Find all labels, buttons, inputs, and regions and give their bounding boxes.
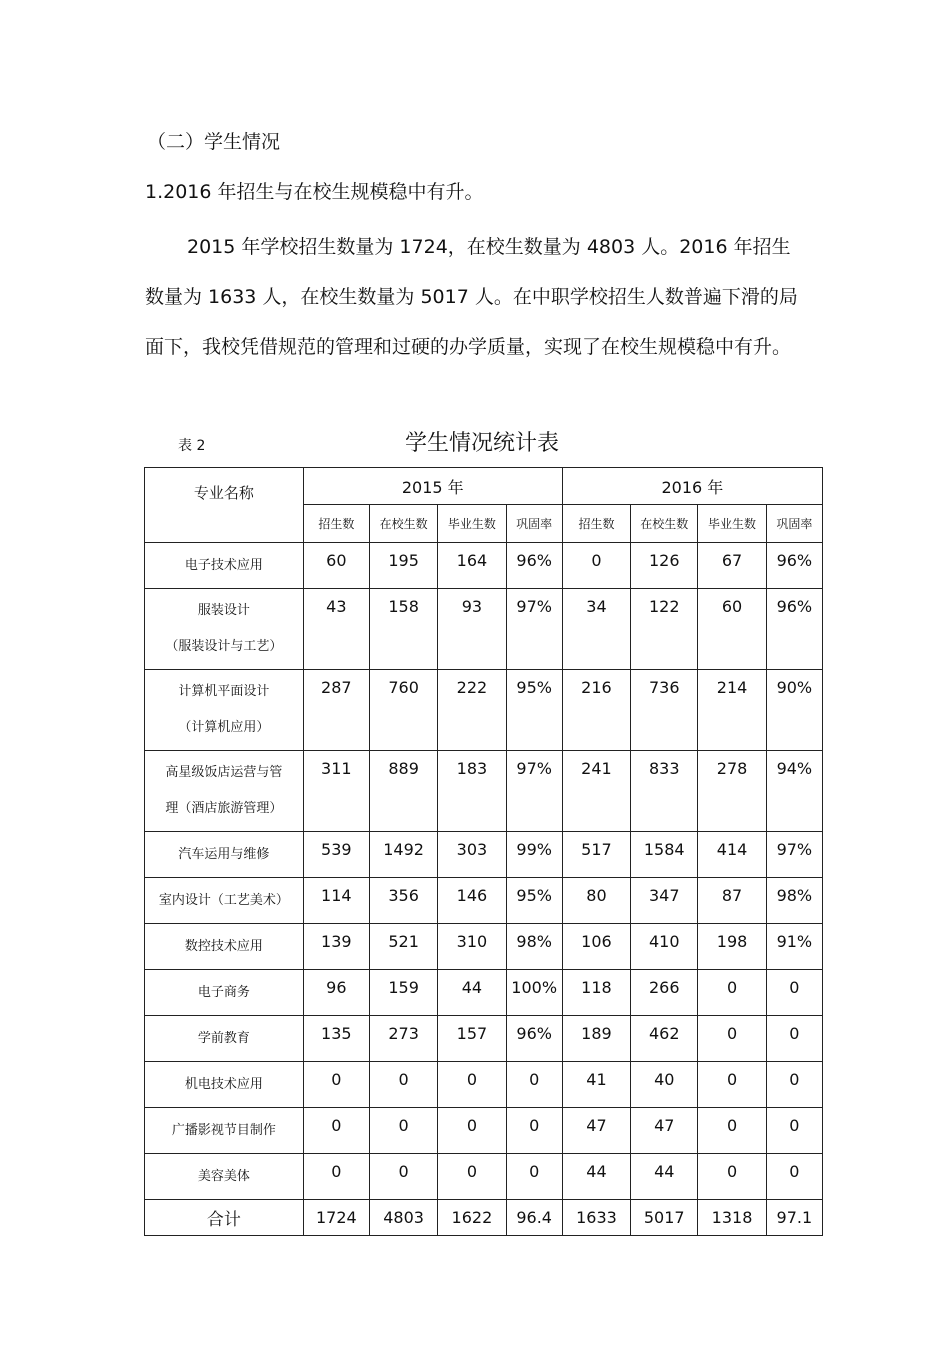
- value-cell: 96: [303, 970, 369, 1016]
- major-name-cell: [145, 751, 304, 832]
- subheader-retention-2015: 巩固率: [506, 505, 562, 543]
- table-label: 表 2: [178, 438, 206, 454]
- value-cell: 34: [562, 589, 630, 670]
- value-cell: 0: [698, 1062, 766, 1108]
- total-label: 合计: [145, 1200, 304, 1236]
- table-header-row: [145, 468, 823, 505]
- table-row: [145, 1108, 823, 1154]
- value-cell: 0: [698, 1016, 766, 1062]
- table-row: [145, 832, 823, 878]
- major-name: 汽车运用与维修: [178, 846, 270, 862]
- table-row: [145, 1016, 823, 1062]
- value-cell: 95%: [506, 670, 562, 751]
- value-cell: 122: [631, 589, 698, 670]
- value-cell: 40: [631, 1062, 698, 1108]
- major-name: 计算机平面设计: [178, 684, 270, 699]
- value-cell: 47: [631, 1108, 698, 1154]
- major-name: 学前教育: [197, 1030, 250, 1046]
- total-value-cell: 1622: [438, 1200, 506, 1236]
- value-cell: 889: [369, 751, 437, 832]
- major-name-note: 理（酒店旅游管理）: [165, 801, 283, 816]
- value-cell: 278: [698, 751, 766, 832]
- value-cell: 414: [698, 832, 766, 878]
- value-cell: 44: [438, 970, 506, 1016]
- value-cell: 311: [303, 751, 369, 832]
- value-cell: 539: [303, 832, 369, 878]
- value-cell: 347: [631, 878, 698, 924]
- value-cell: 97%: [506, 589, 562, 670]
- subheader-students-2016: 在校生数: [631, 505, 698, 543]
- body-paragraph: [145, 222, 805, 372]
- value-cell: 99%: [506, 832, 562, 878]
- subheader-retention-2016: 巩固率: [766, 505, 822, 543]
- value-cell: 97%: [506, 751, 562, 832]
- value-cell: 47: [562, 1108, 630, 1154]
- value-cell: 0: [698, 970, 766, 1016]
- value-cell: 521: [369, 924, 437, 970]
- value-cell: 0: [766, 1154, 822, 1200]
- major-name: 数控技术应用: [184, 938, 263, 954]
- value-cell: 60: [303, 543, 369, 589]
- value-cell: 310: [438, 924, 506, 970]
- value-cell: 462: [631, 1016, 698, 1062]
- value-cell: 303: [438, 832, 506, 878]
- value-cell: 736: [631, 670, 698, 751]
- value-cell: 189: [562, 1016, 630, 1062]
- major-name-cell: [145, 970, 304, 1016]
- major-name: 美容美体: [197, 1168, 250, 1184]
- value-cell: 410: [631, 924, 698, 970]
- major-name-cell: [145, 543, 304, 589]
- section-title: （二）学生情况: [147, 131, 281, 153]
- value-cell: 135: [303, 1016, 369, 1062]
- value-cell: 93: [438, 589, 506, 670]
- total-value-cell: 5017: [631, 1200, 698, 1236]
- subtitle: 1.2016 年招生与在校生规模稳中有升。: [145, 181, 484, 203]
- value-cell: 98%: [506, 924, 562, 970]
- table-row: [145, 589, 823, 670]
- major-name-cell: [145, 1108, 304, 1154]
- table-row: [145, 1154, 823, 1200]
- table-row: [145, 878, 823, 924]
- year-2015-header: 2015 年: [303, 468, 562, 505]
- value-cell: 0: [766, 1062, 822, 1108]
- major-name-cell: [145, 1062, 304, 1108]
- value-cell: 287: [303, 670, 369, 751]
- value-cell: 266: [631, 970, 698, 1016]
- value-cell: 157: [438, 1016, 506, 1062]
- value-cell: 241: [562, 751, 630, 832]
- table-row: [145, 751, 823, 832]
- student-stats-table: [144, 467, 823, 1236]
- value-cell: 97%: [766, 832, 822, 878]
- total-value-cell: 1318: [698, 1200, 766, 1236]
- value-cell: 41: [562, 1062, 630, 1108]
- major-name-cell: [145, 1154, 304, 1200]
- value-cell: 87: [698, 878, 766, 924]
- value-cell: 273: [369, 1016, 437, 1062]
- major-name: 高星级饭店运营与管: [165, 765, 283, 780]
- value-cell: 0: [506, 1108, 562, 1154]
- subheader-graduates-2015: 毕业生数: [438, 505, 506, 543]
- value-cell: 146: [438, 878, 506, 924]
- table-row: [145, 670, 823, 751]
- value-cell: 158: [369, 589, 437, 670]
- subheader-students-2015: 在校生数: [369, 505, 437, 543]
- total-value-cell: 1724: [303, 1200, 369, 1236]
- value-cell: 118: [562, 970, 630, 1016]
- value-cell: 98%: [766, 878, 822, 924]
- value-cell: 126: [631, 543, 698, 589]
- paragraph-text: 2015 年学校招生数量为 1724，在校生数量为 4803 人。2016 年招生数量为 1633 人，在校生数量为 5017 人。在中职学校招生人数普遍下滑的局面下，我校凭借规范的管理和过硬的办学质量，实现了在校生规模稳中有升。: [145, 236, 798, 358]
- value-cell: 43: [303, 589, 369, 670]
- subheader-graduates-2016: 毕业生数: [698, 505, 766, 543]
- value-cell: 95%: [506, 878, 562, 924]
- value-cell: 0: [766, 970, 822, 1016]
- value-cell: 0: [698, 1108, 766, 1154]
- value-cell: 198: [698, 924, 766, 970]
- total-value-cell: 1633: [562, 1200, 630, 1236]
- major-name-cell: [145, 878, 304, 924]
- value-cell: 90%: [766, 670, 822, 751]
- value-cell: 356: [369, 878, 437, 924]
- value-cell: 0: [438, 1154, 506, 1200]
- value-cell: 0: [369, 1062, 437, 1108]
- value-cell: 96%: [766, 589, 822, 670]
- value-cell: 106: [562, 924, 630, 970]
- table-row: [145, 924, 823, 970]
- major-name: 室内设计（工艺美术）: [158, 892, 289, 908]
- value-cell: 96%: [506, 543, 562, 589]
- total-row: [145, 1200, 823, 1236]
- value-cell: 67: [698, 543, 766, 589]
- value-cell: 0: [562, 543, 630, 589]
- major-name: 广播影视节目制作: [171, 1122, 276, 1138]
- value-cell: 222: [438, 670, 506, 751]
- major-name-note: （服装设计与工艺）: [165, 639, 283, 654]
- subheader-enrolled-2016: 招生数: [562, 505, 630, 543]
- value-cell: 94%: [766, 751, 822, 832]
- value-cell: 0: [438, 1108, 506, 1154]
- value-cell: 60: [698, 589, 766, 670]
- value-cell: 1492: [369, 832, 437, 878]
- value-cell: 91%: [766, 924, 822, 970]
- major-name: 机电技术应用: [184, 1076, 263, 1092]
- value-cell: 100%: [506, 970, 562, 1016]
- value-cell: 0: [369, 1108, 437, 1154]
- table-row: [145, 970, 823, 1016]
- table-title: 学生情况统计表: [405, 431, 560, 456]
- major-name-note: （计算机应用）: [178, 720, 270, 735]
- value-cell: 214: [698, 670, 766, 751]
- value-cell: 0: [506, 1062, 562, 1108]
- total-value-cell: 4803: [369, 1200, 437, 1236]
- value-cell: 760: [369, 670, 437, 751]
- major-header: 专业名称: [145, 468, 304, 543]
- table-row: [145, 1062, 823, 1108]
- table-row: [145, 543, 823, 589]
- value-cell: 164: [438, 543, 506, 589]
- value-cell: 517: [562, 832, 630, 878]
- value-cell: 833: [631, 751, 698, 832]
- value-cell: 139: [303, 924, 369, 970]
- major-name-cell: [145, 924, 304, 970]
- value-cell: 0: [766, 1016, 822, 1062]
- value-cell: 183: [438, 751, 506, 832]
- major-name-cell: [145, 589, 304, 670]
- value-cell: 44: [562, 1154, 630, 1200]
- total-value-cell: 97.1: [766, 1200, 822, 1236]
- year-2016-header: 2016 年: [562, 468, 822, 505]
- major-name: 服装设计: [197, 603, 250, 618]
- subheader-enrolled-2015: 招生数: [303, 505, 369, 543]
- value-cell: 44: [631, 1154, 698, 1200]
- value-cell: 216: [562, 670, 630, 751]
- value-cell: 96%: [506, 1016, 562, 1062]
- major-name: 电子商务: [197, 984, 250, 1000]
- total-value-cell: 96.4: [506, 1200, 562, 1236]
- value-cell: 0: [369, 1154, 437, 1200]
- major-name-cell: [145, 670, 304, 751]
- value-cell: 0: [506, 1154, 562, 1200]
- major-name-cell: [145, 832, 304, 878]
- value-cell: 0: [303, 1154, 369, 1200]
- value-cell: 1584: [631, 832, 698, 878]
- value-cell: 0: [766, 1108, 822, 1154]
- major-name-cell: [145, 1016, 304, 1062]
- value-cell: 195: [369, 543, 437, 589]
- value-cell: 0: [303, 1062, 369, 1108]
- major-name: 电子技术应用: [184, 557, 263, 573]
- value-cell: 0: [303, 1108, 369, 1154]
- value-cell: 114: [303, 878, 369, 924]
- value-cell: 0: [438, 1062, 506, 1108]
- value-cell: 0: [698, 1154, 766, 1200]
- value-cell: 159: [369, 970, 437, 1016]
- value-cell: 80: [562, 878, 630, 924]
- value-cell: 96%: [766, 543, 822, 589]
